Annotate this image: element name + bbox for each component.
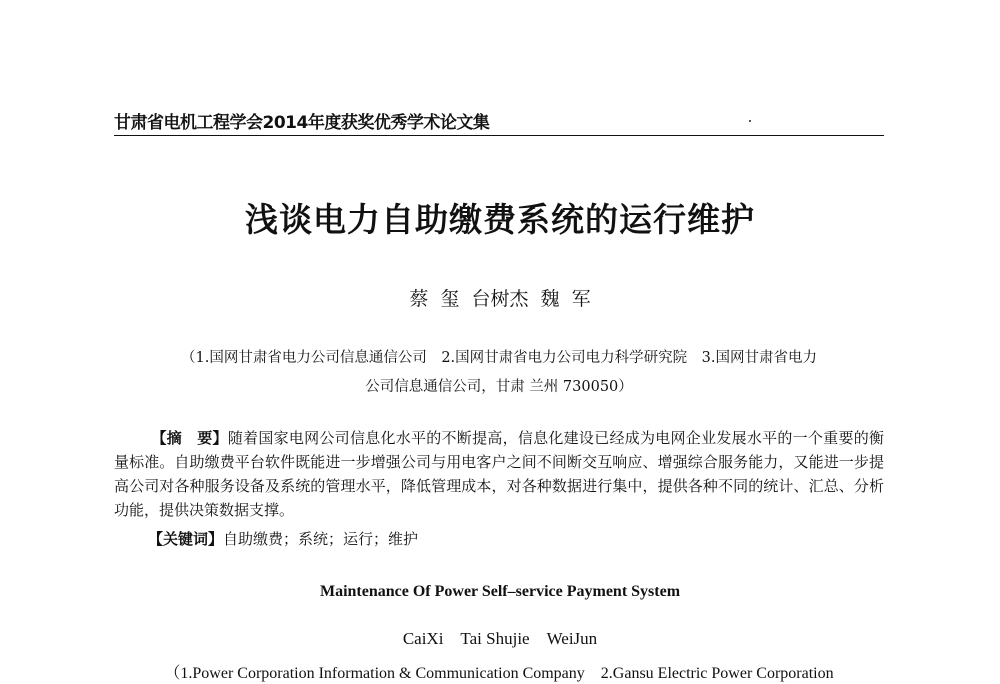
paper-title: 浅谈电力自助缴费系统的运行维护	[245, 200, 755, 239]
abstract	[114, 426, 884, 522]
authors: 蔡 玺 台树杰 魏 军	[409, 288, 591, 310]
abstract-text: 随着国家电网公司信息化水平的不断提高，信息化建设已经成为电网企业发展水平的一个重要的衡量标准。自助缴费平台软件既能进一步增强公司与用电客户之间不间断交互响应、增强综合服务能力，又能进一步提高公司对各种服务设备及系统的管理水平，降低管理成本，对各种数据进行集中，提供各种不同的统计、汇总、分析功能，提供决策数据支撑。	[114, 429, 884, 519]
header-rule	[114, 135, 884, 136]
keywords-text: 自助缴费；系统；运行；维护	[223, 530, 419, 548]
affiliation	[114, 344, 884, 402]
abstract-label: 【摘 要】	[151, 429, 228, 447]
affiliation-line-1: （1.国网甘肃省电力公司信息通信公司 2.国网甘肃省电力公司电力科学研究院 3.国网甘肃省电力	[181, 350, 817, 366]
english-affiliation: （1.Power Corporation Information & Communication Company 2.Gansu Electric Power Corporation	[164, 665, 834, 682]
keywords-label: 【关键词】	[148, 530, 224, 548]
keywords	[148, 527, 418, 551]
header-dot	[749, 120, 751, 122]
running-header: 甘肃省电机工程学会2014年度获奖优秀学术论文集	[114, 113, 490, 133]
affiliation-line-2: 公司信息通信公司，甘肃 兰州 730050）	[365, 379, 633, 395]
english-title: Maintenance Of Power Self–service Payment System	[319, 583, 681, 600]
english-authors: CaiXi Tai Shujie WeiJun	[402, 629, 598, 648]
